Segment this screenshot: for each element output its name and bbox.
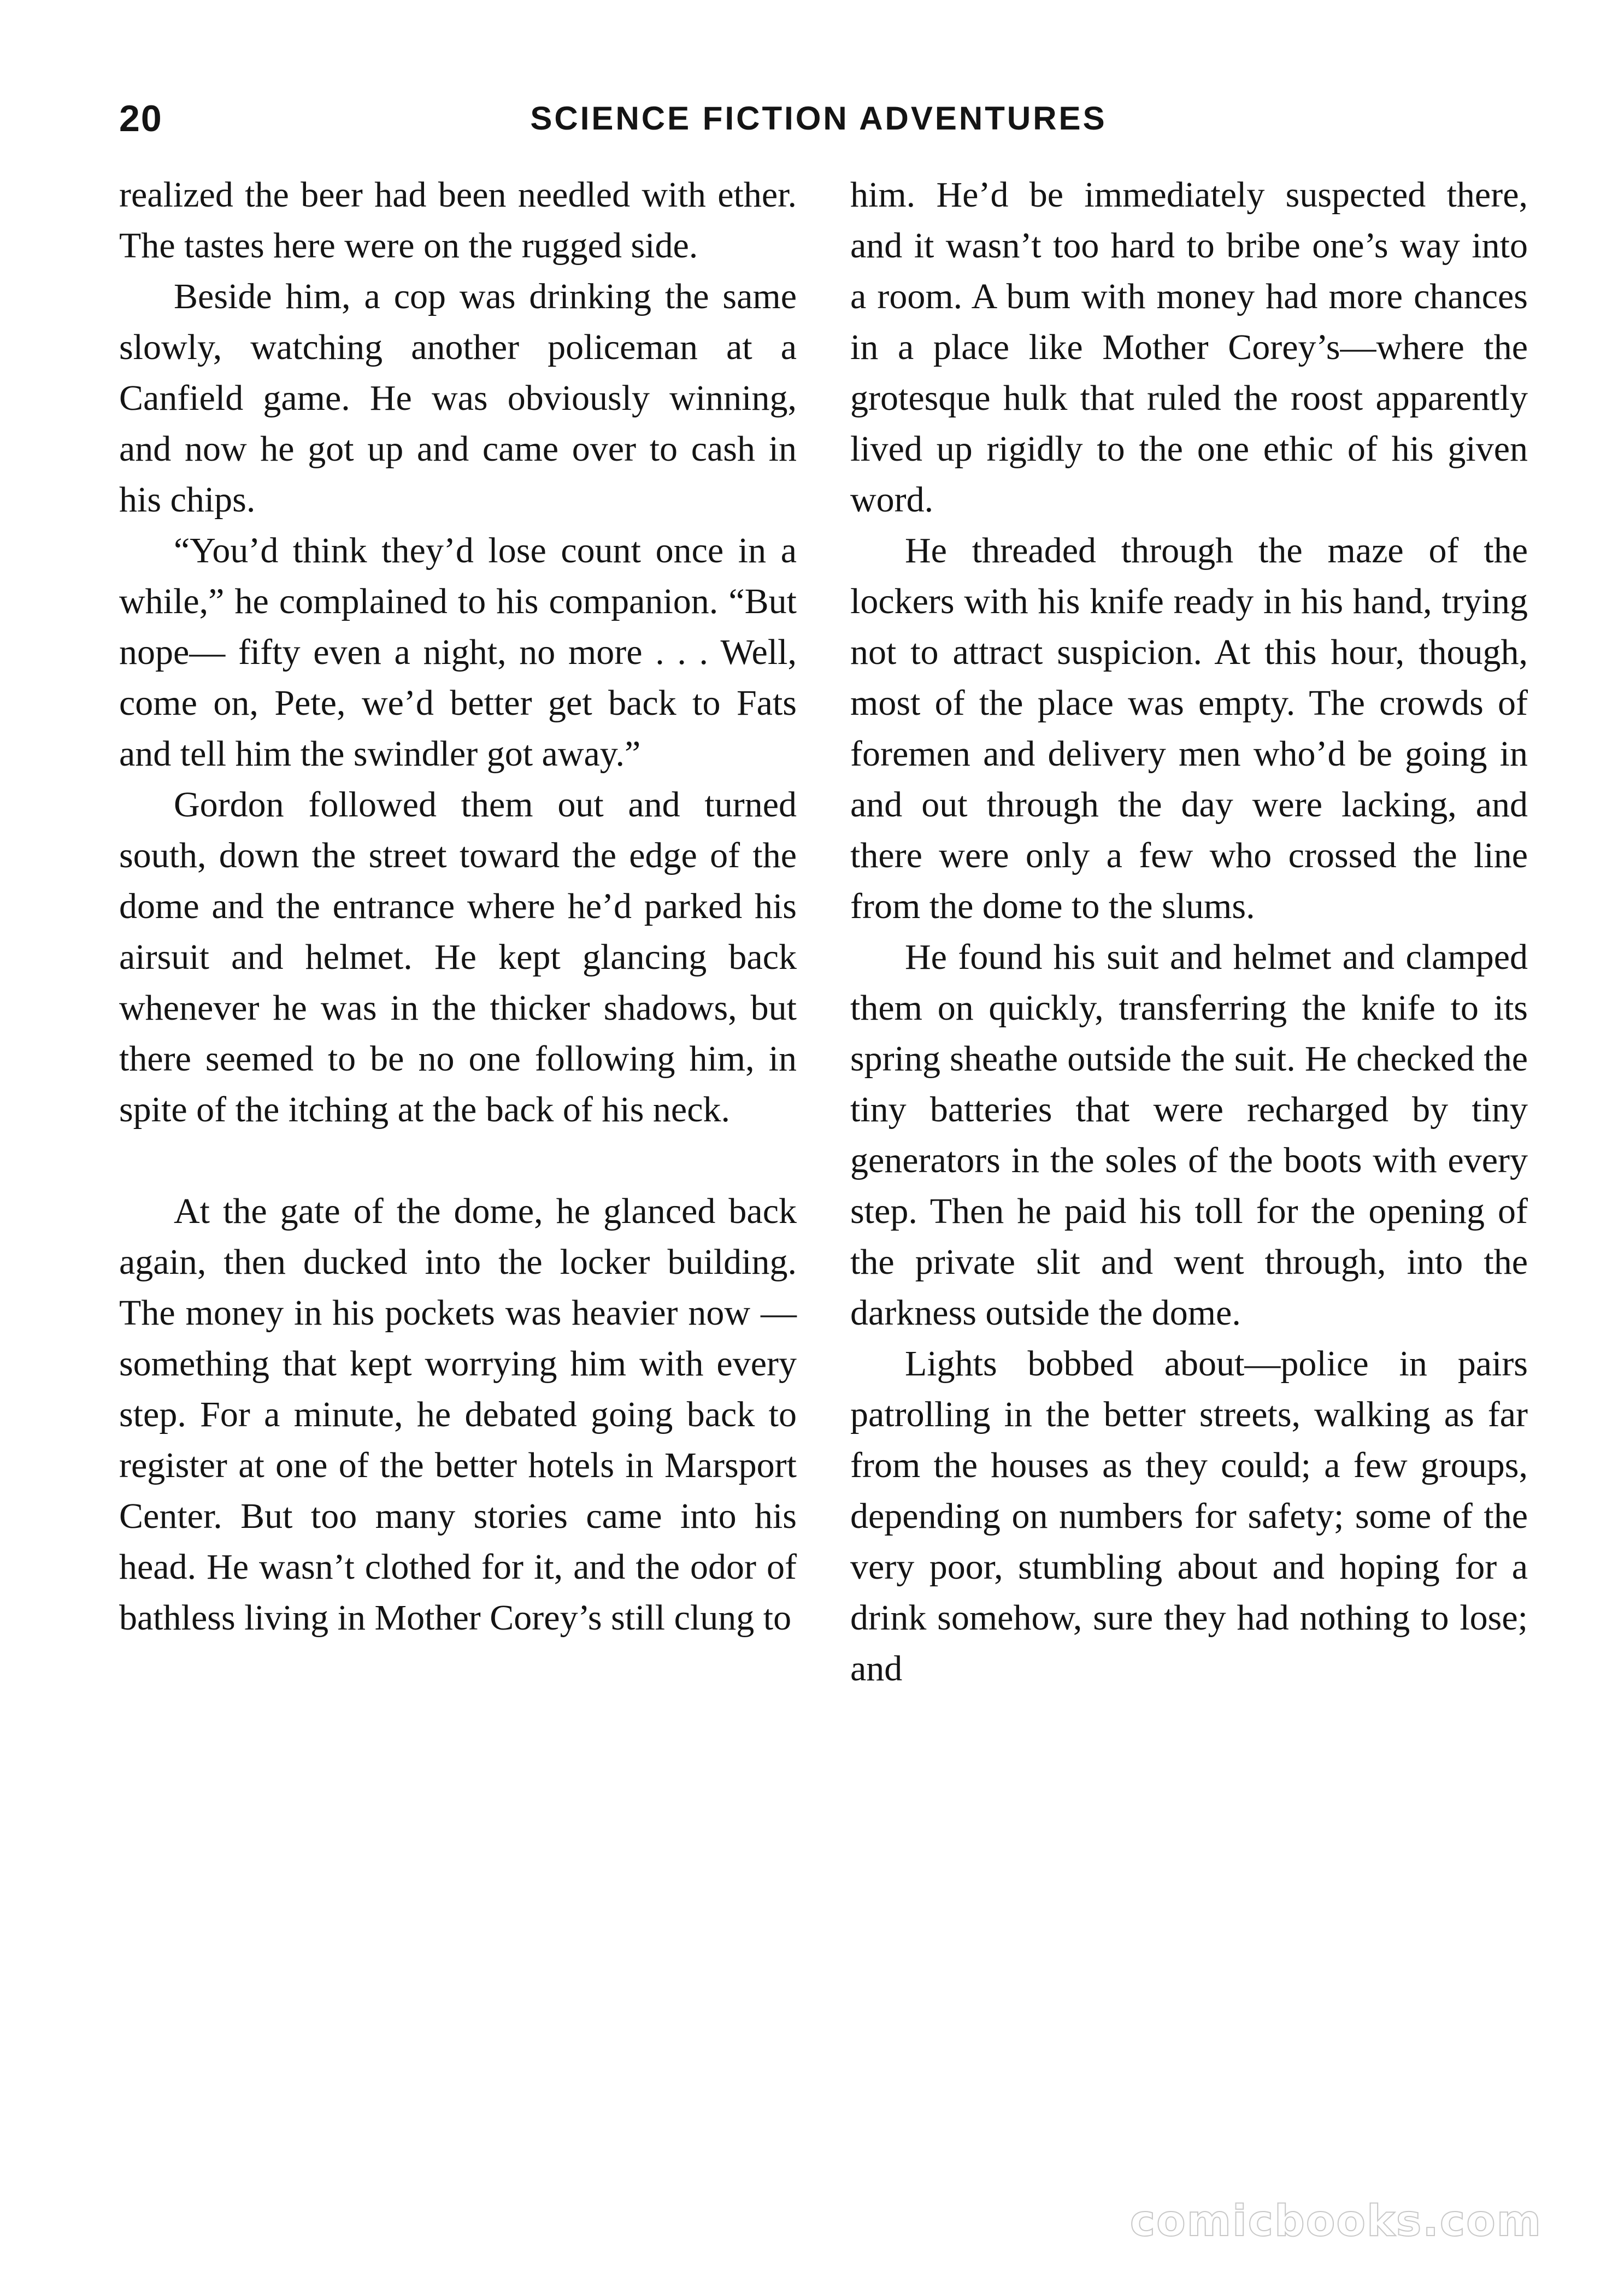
right-column <box>850 169 1528 1694</box>
paragraph: Gordon followed them out and turned south, down the street toward the edge of the dome and the entrance where he’d parked his airsuit and helmet. He kept glancing back whenever he was in the thicker shadows, but there seemed to be no one following him, in spite of the itching at the back of his neck. <box>119 785 797 1130</box>
paragraph: Lights bobbed about—police in pairs patrolling in the better streets, walking as far from the houses as they could; a few groups, depending on numbers for safety; some of the very poor, stumbling about and hoping for a drink somehow, sure they had nothing to lose; and <box>850 1344 1528 1689</box>
running-head: SCIENCE FICTION ADVENTURES <box>530 100 1107 137</box>
left-column <box>119 169 797 1643</box>
paragraph: realized the beer had been needled with ether. The tastes here were on the rugged side. <box>119 175 797 266</box>
paragraph: At the gate of the dome, he glanced back again, then ducked into the locker building. The money in his pockets was heavier now — something that kept worrying him with every step. For a minute, he debated going back to register at one of the better hotels in Marsport Center. But too many stories came into his head. He wasn’t clothed for it, and the odor of bathless living in Mother Corey’s still clung to <box>119 1191 797 1638</box>
paragraph: “You’d think they’d lose count once in a while,” he complained to his companion. “But nope— fifty even a night, no more . . . Well, come on, Pete, we’d better get back to Fats and tell him the swindler got away.” <box>119 531 797 774</box>
page-header <box>119 97 1518 157</box>
paragraph: He threaded through the maze of the lockers with his knife ready in his hand, trying not to attract suspicion. At this hour, though, most of the place was empty. The crowds of foremen and delivery men who’d be going in and out through the day were lacking, and there were only a few who crossed the line from the dome to the slums. <box>850 531 1528 926</box>
watermark: comicbooks.com <box>1129 2197 1542 2246</box>
page-number: 20 <box>119 98 163 139</box>
paragraph: Beside him, a cop was drinking the same slowly, watching another policeman at a Canfield game. He was obviously winning, and now he got up and came over to cash in his chips. <box>119 277 797 520</box>
paragraph: him. He’d be immediately suspected there, and it wasn’t too hard to bribe one’s way into a room. A bum with money had more chances in a place like Mother Corey’s—where the grotesque hulk that ruled the roost apparently lived up rigidly to the one ethic of his given word. <box>850 175 1528 520</box>
paragraph: He found his suit and helmet and clamped them on quickly, transferring the knife to its spring sheathe outside the suit. He checked the tiny batteries that were recharged by tiny generators in the soles of the boots with every step. Then he paid his toll for the opening of the private slit and went through, into the darkness outside the dome. <box>850 937 1528 1333</box>
